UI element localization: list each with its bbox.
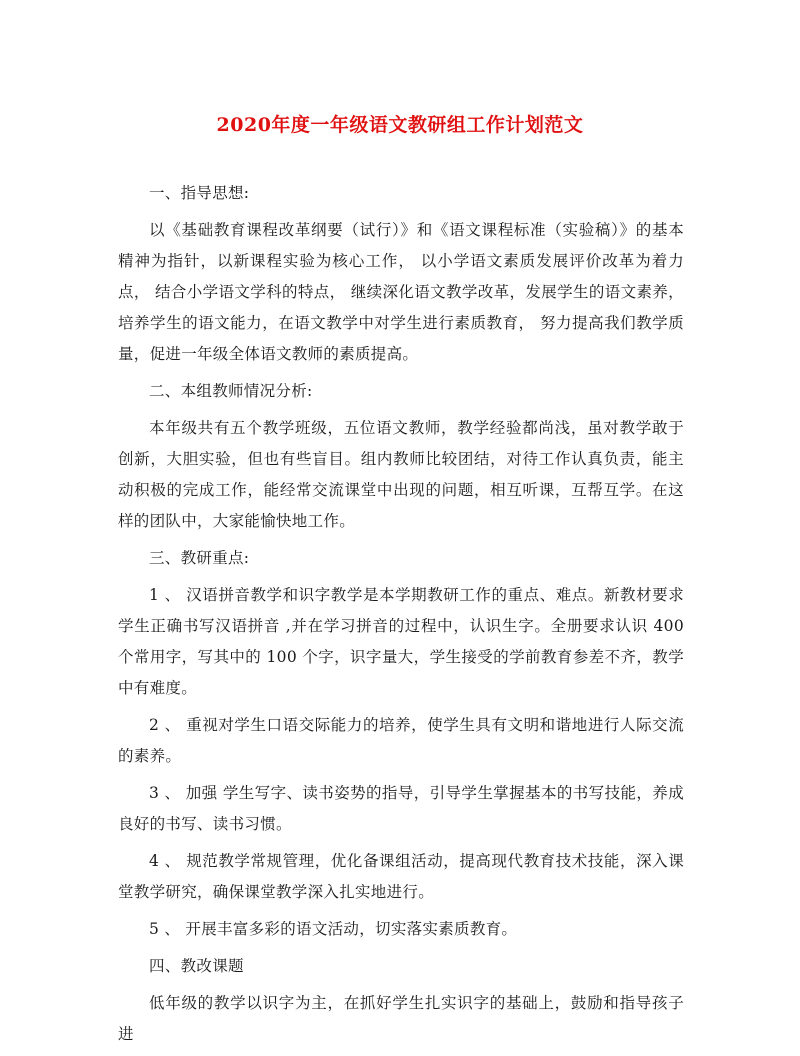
section-heading-guiding-thought: 一、指导思想: — [149, 184, 250, 202]
paragraph-focus-item-1: 1 、 汉语拼音教学和识字教学是本学期教研工作的重点、难点。新教材要求学生正确书写汉语拼音 ,并在学习拼音的过程中，认识生字。全册要求认识 400 个常用字，写其中的 100 个字，识字量大，学生接受的学前教育参差不齐，教学中有难度。 — [118, 586, 684, 697]
paragraph-focus-item-4: 4 、 规范教学常规管理，优化备课组活动，提高现代教育技术技能，深入课堂教学研究，确保课堂教学深入扎实地进行。 — [118, 852, 684, 901]
paragraph-focus-item-3: 3 、 加强 学生写字、读书姿势的指导，引导学生掌握基本的书写技能，养成良好的书写、读书习惯。 — [118, 784, 684, 833]
paragraph-reform-topic: 低年级的教学以识字为主，在抓好学生扎实识字的基础上，鼓励和指导孩子进 — [118, 994, 684, 1043]
paragraph-guiding-thought: 以《基础教育课程改革纲要（试行）》和《语文课程标准（实验稿）》的基本精神为指针，以新课程实验为核心工作， 以小学语文素质发展评价改革为着力点， 结合小学语文学科的特点， 继续深化语文教学改革，发展学生的语文素养，培养学生的语文能力，在语文教学中对学生进行素质教育， 努力提高我们教学质量，促进一年级全体语文教师的素质提高。 — [118, 221, 684, 363]
section-heading-reform-topic: 四、教改课题 — [149, 957, 244, 975]
document-body — [118, 178, 684, 1056]
section-heading-teacher-analysis: 二、本组教师情况分析: — [149, 382, 313, 400]
section-heading-research-focus: 三、教研重点: — [149, 549, 250, 567]
document-title: 2020年度一年级语文教研组工作计划范文 — [216, 114, 584, 136]
paragraph-teacher-analysis: 本年级共有五个教学班级，五位语文教师，教学经验都尚浅，虽对教学敢于创新，大胆实验，但也有些盲目。组内教师比较团结，对待工作认真负责，能主动积极的完成工作，能经常交流课堂中出现的问题，相互听课，互帮互学。在这样的团队中，大家能愉快地工作。 — [118, 419, 684, 530]
paragraph-focus-item-2: 2 、 重视对学生口语交际能力的培养，使学生具有文明和谐地进行人际交流的素养。 — [118, 716, 684, 765]
paragraph-focus-item-5: 5 、 开展丰富多彩的语文活动，切实落实素质教育。 — [149, 920, 518, 938]
